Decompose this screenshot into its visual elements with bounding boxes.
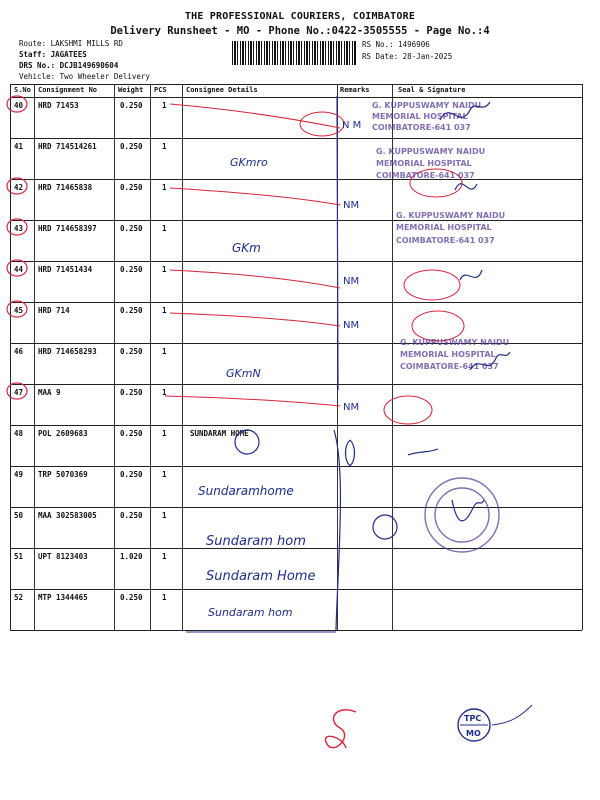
stamp-2-line2: MEMORIAL HOSPITAL — [376, 159, 472, 168]
row-pcs: 1 — [162, 183, 167, 192]
table-row-rule — [10, 179, 582, 180]
col-header-signature: Seal & Signature — [398, 86, 466, 94]
runsheet-subtitle: Delivery Runsheet - MO - Phone No.:0422-3505555 - Page No.:4 — [110, 25, 490, 37]
row-consignment-no: HRD 71451434 — [38, 265, 93, 274]
rs-no-text: RS No.: 1496906 — [362, 40, 430, 49]
row-weight: 0.250 — [120, 470, 143, 479]
row-weight: 1.020 — [120, 552, 143, 561]
col-header-pcs: PCS — [154, 86, 167, 94]
header-rule-bottom — [10, 97, 582, 98]
hw-gkm-43: GKm — [232, 241, 261, 255]
hw-nm-47: NM — [343, 402, 360, 413]
row-weight: 0.250 — [120, 142, 143, 151]
row-sno: 52 — [14, 593, 24, 602]
hw-nm-42: NM — [343, 200, 360, 211]
stamp-2-line1: G. KUPPUSWAMY NAIDU — [376, 147, 486, 156]
table-column-rule — [582, 84, 583, 630]
stamp-4-line2: MEMORIAL HOSPITAL — [400, 350, 496, 359]
hw-sundaram-50: Sundaram hom — [206, 534, 306, 549]
row-pcs: 1 — [162, 265, 167, 274]
stamp-3-line1: G. KUPPUSWAMY NAIDU — [396, 211, 506, 220]
row-sno: 47 — [14, 388, 24, 397]
row-weight: 0.250 — [120, 429, 143, 438]
col-header-sno: S.No — [14, 86, 31, 94]
table-row-rule — [10, 384, 582, 385]
row-sno: 49 — [14, 470, 24, 479]
col-header-weight: Weight — [118, 86, 144, 94]
red-strikes — [165, 104, 464, 424]
stamp-1-line2: MEMORIAL HOSPITAL — [372, 112, 468, 121]
hw-sundaram-51: Sundaram Home — [206, 569, 316, 584]
row-weight: 0.250 — [120, 265, 143, 274]
row-consignment-no: HRD 714 — [38, 306, 70, 315]
row-pcs: 1 — [162, 347, 167, 356]
row-consignment-no: POL 2609683 — [38, 429, 88, 438]
row-consignment-no: MTP 1344465 — [38, 593, 88, 602]
row-consignment-no: MAA 302583005 — [38, 511, 97, 520]
table-row-rule — [10, 138, 582, 139]
header-rule-top — [10, 84, 582, 85]
row-sno: 45 — [14, 306, 24, 315]
row-weight: 0.250 — [120, 593, 143, 602]
row-weight: 0.250 — [120, 347, 143, 356]
stamp-3-line3: COIMBATORE-641 037 — [396, 236, 495, 245]
row-sno: 43 — [14, 224, 24, 233]
row-pcs: 1 — [162, 429, 167, 438]
row-pcs: 1 — [162, 470, 167, 479]
row-pcs: 1 — [162, 511, 167, 520]
row-consignment-no: HRD 71453 — [38, 101, 79, 110]
hw-nm-40: N M — [342, 120, 362, 131]
round-seal — [425, 478, 499, 552]
tpc-mo-stamp — [458, 705, 532, 741]
row-consignee: SUNDARAM HOME — [190, 429, 249, 438]
row-pcs: 1 — [162, 224, 167, 233]
staff-text: Staff: JAGATEES — [19, 50, 87, 59]
row-consignment-no: HRD 714658397 — [38, 224, 97, 233]
row-consignment-no: HRD 714514261 — [38, 142, 97, 151]
row-weight: 0.250 — [120, 101, 143, 110]
table-row-rule — [10, 630, 582, 631]
col-header-consignee: Consignee Details — [186, 86, 258, 94]
route-text: Route: LAKSHMI MILLS RD — [19, 39, 123, 48]
row-weight: 0.250 — [120, 306, 143, 315]
stamp-1-line1: G. KUPPUSWAMY NAIDU — [372, 101, 482, 110]
meta-left — [19, 38, 150, 82]
row-consignment-no: HRD 71465838 — [38, 183, 93, 192]
stamp-4-line1: G. KUPPUSWAMY NAIDU — [400, 338, 510, 347]
red-scribble-bottom — [325, 710, 356, 748]
row-weight: 0.250 — [120, 388, 143, 397]
drs-text: DRS No.: DCJB149690604 — [19, 61, 119, 70]
row-consignment-no: MAA 9 — [38, 388, 61, 397]
stamp-1-line3: COIMBATORE-641 037 — [372, 123, 471, 132]
table-row-rule — [10, 220, 582, 221]
barcode — [232, 41, 356, 65]
hw-gkmn-46: GKmN — [226, 367, 261, 380]
tpc-text: TPC — [464, 714, 482, 723]
table-row-rule — [10, 425, 582, 426]
table-row-rule — [10, 261, 582, 262]
col-header-remarks: Remarks — [340, 86, 370, 94]
signature-scribbles — [235, 102, 510, 539]
row-pcs: 1 — [162, 101, 167, 110]
hw-sundaram-49: Sundaramhome — [198, 484, 294, 498]
table-row-rule — [10, 302, 582, 303]
row-sno: 46 — [14, 347, 24, 356]
hw-nm-44: NM — [343, 276, 360, 287]
table-row-rule — [10, 343, 582, 344]
mo-text: MO — [466, 729, 481, 738]
row-consignment-no: UPT 8123403 — [38, 552, 88, 561]
row-weight: 0.250 — [120, 511, 143, 520]
row-pcs: 1 — [162, 388, 167, 397]
table-row-rule — [10, 548, 582, 549]
handwriting-remarks — [342, 120, 361, 413]
row-sno: 51 — [14, 552, 24, 561]
row-pcs: 1 — [162, 593, 167, 602]
row-sno: 41 — [14, 142, 24, 151]
row-sno: 48 — [14, 429, 24, 438]
col-header-consignment: Consignment No — [38, 86, 98, 94]
row-sno: 44 — [14, 265, 24, 274]
row-consignment-no: HRD 714658293 — [38, 347, 97, 356]
table-row-rule — [10, 466, 582, 467]
company-title: THE PROFESSIONAL COURIERS, COIMBATORE — [184, 11, 416, 22]
stamp-2-line3: COIMBATORE-641 037 — [376, 171, 475, 180]
stamp-4-line3: COIMBATORE-641 037 — [400, 362, 499, 371]
handwriting-consignee — [198, 156, 315, 619]
table-row-rule — [10, 507, 582, 508]
row-consignment-no: TRP 5070369 — [38, 470, 88, 479]
row-pcs: 1 — [162, 142, 167, 151]
hw-sundaram-52: Sundaram hom — [208, 606, 293, 619]
hw-nm-45: NM — [343, 320, 360, 331]
row-sno: 42 — [14, 183, 24, 192]
row-sno: 40 — [14, 101, 24, 110]
vehicle-text: Vehicle: Two Wheeler Delivery — [19, 72, 150, 81]
row-weight: 0.250 — [120, 224, 143, 233]
row-pcs: 1 — [162, 306, 167, 315]
row-sno: 50 — [14, 511, 24, 520]
rs-date-text: RS Date: 28-Jan-2025 — [362, 52, 453, 61]
hw-gkm-41: GKmro — [230, 156, 268, 169]
table-row-rule — [10, 589, 582, 590]
row-pcs: 1 — [162, 552, 167, 561]
stamp-3-line2: MEMORIAL HOSPITAL — [396, 223, 492, 232]
row-weight: 0.250 — [120, 183, 143, 192]
meta-right — [362, 39, 452, 63]
